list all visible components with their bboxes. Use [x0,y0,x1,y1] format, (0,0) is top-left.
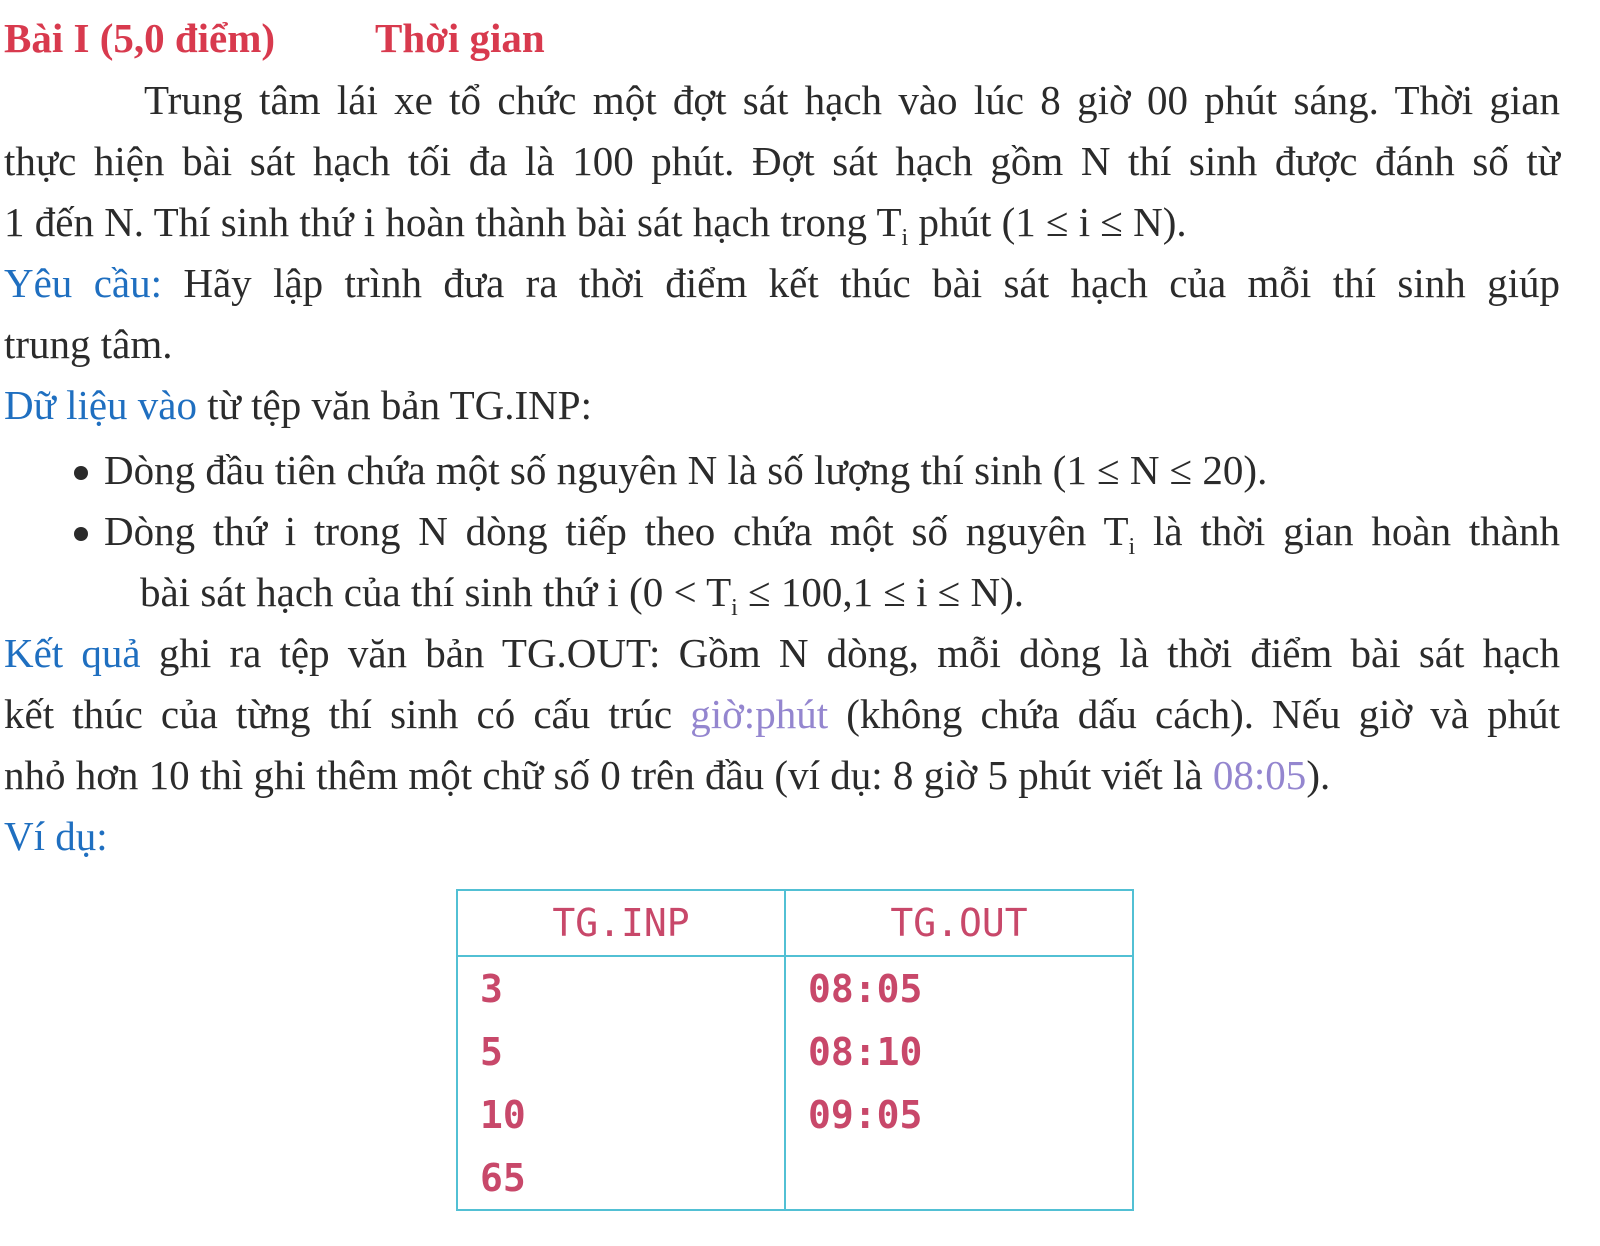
input-bullet-2-text: Dòng thứ i trong N dòng tiếp theo chứa một số nguyên T [104,508,1129,554]
example-table [456,889,1134,1211]
input-bullet-1: Dòng đầu tiên chứa một số nguyên N là số lượng thí sinh (1 ≤ N ≤ 20). [104,447,1268,493]
table-cell-input: 10 [457,1083,785,1146]
output-line-3-end: ). [1306,752,1331,798]
subscript-i: i [731,595,738,622]
table-cell-input: 65 [457,1146,785,1210]
input-label: Dữ liệu vào [4,382,198,428]
statement-line-3-end: phút (1 ≤ i ≤ N). [908,199,1187,245]
input-bullet-2-line-2 [140,568,1560,632]
requirement-label: Yêu cầu: [4,260,162,306]
output-line-2-text: kết thúc của từng thí sinh có cấu trúc [4,691,691,737]
statement-line-3 [4,198,1560,262]
bullet-icon [74,527,88,541]
output-line-1 [4,629,1560,677]
table-row [457,1083,1133,1146]
table-cell-input: 3 [457,956,785,1020]
table-row [457,1020,1133,1083]
input-bullet-2 [104,507,1560,571]
subscript-i: i [1128,534,1136,561]
output-line-2 [4,690,1560,738]
output-line-3-text: nhỏ hơn 10 thì ghi thêm một chữ số 0 trên đầu (ví dụ: 8 giờ 5 phút viết là [4,752,1213,798]
input-text: từ tệp văn bản TG.INP: [197,382,592,428]
requirement-line-1 [4,259,1560,307]
input-bullet-2-line-2-end: ≤ 100,1 ≤ i ≤ N). [737,569,1024,615]
table-row [457,1146,1133,1210]
requirement-text: Hãy lập trình đưa ra thời điểm kết thúc bài sát hạch của mỗi thí sinh giúp [161,260,1561,306]
table-cell-output [785,1146,1133,1210]
table-header-output: TG.OUT [785,890,1133,956]
example-label: Ví dụ: [4,813,108,859]
requirement-line-2: trung tâm. [4,321,173,367]
table-cell-output: 09:05 [785,1083,1133,1146]
problem-name: Thời gian [375,15,545,61]
table-cell-output: 08:05 [785,956,1133,1020]
bullet-icon [74,466,88,480]
statement-line-2: thực hiện bài sát hạch tối đa là 100 phút. Đợt sát hạch gồm N thí sinh được đánh số từ [4,138,1560,184]
statement-line-3-text: 1 đến N. Thí sinh thứ i hoàn thành bài sát hạch trong T [4,199,902,245]
output-line-3 [4,751,1560,799]
problem-heading [4,14,1560,62]
table-cell-input: 5 [457,1020,785,1083]
output-line-2-end: (không chứa dấu cách). Nếu giờ và phút [828,691,1560,737]
output-example-value: 08:05 [1212,752,1307,798]
input-bullet-2-line-2-text: bài sát hạch của thí sinh thứ i (0 < T [140,569,732,615]
statement-line-1: Trung tâm lái xe tổ chức một đợt sát hạch vào lúc 8 giờ 00 phút sáng. Thời gian [144,77,1560,123]
table-header-input: TG.INP [457,890,785,956]
output-label: Kết quả [4,630,141,676]
problem-title: Bài I (5,0 điểm) [4,15,276,61]
input-heading [4,381,1560,429]
table-header-row [457,890,1133,956]
table-row [457,956,1133,1020]
table-cell-output: 08:10 [785,1020,1133,1083]
output-format: giờ:phút [690,691,829,737]
subscript-i: i [901,225,909,252]
input-bullet-2-end: là thời gian hoàn thành [1135,508,1560,554]
output-text: ghi ra tệp văn bản TG.OUT: Gồm N dòng, mỗi dòng là thời điểm bài sát hạch [140,630,1561,676]
